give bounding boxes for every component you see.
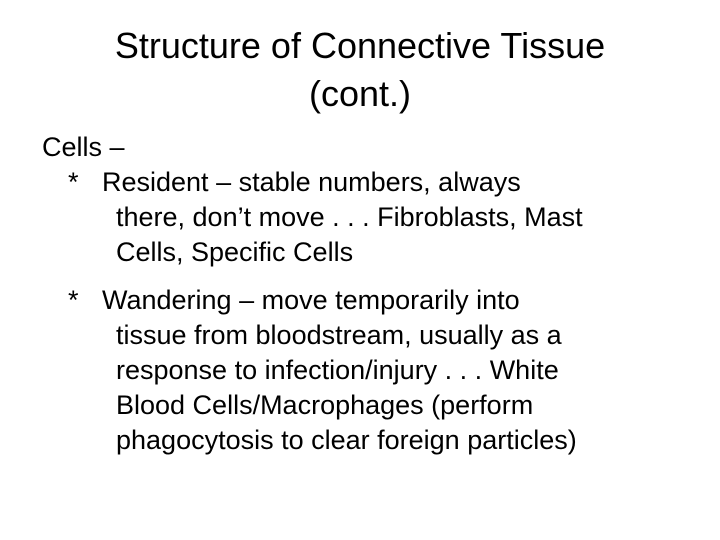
bullet-line: tissue from bloodstream, usually as a	[116, 320, 562, 350]
bullet-wandering	[0, 283, 720, 458]
bullet-line: Resident – stable numbers, always	[102, 167, 521, 197]
bullet-line: Cells, Specific Cells	[116, 237, 354, 267]
title-line-1: Structure of Connective Tissue	[114, 25, 606, 66]
bullet-resident	[0, 165, 720, 270]
title-line-2: (cont.)	[308, 73, 412, 114]
bullet-line: Blood Cells/Macrophages (perform	[116, 390, 534, 420]
slide-title	[40, 22, 680, 118]
bullet-line: phagocytosis to clear foreign particles)	[116, 425, 577, 455]
bullet-line: response to infection/injury . . . White	[116, 355, 559, 385]
bullet-marker: *	[68, 285, 79, 315]
bullet-line: Wandering – move temporarily into	[102, 285, 520, 315]
bullet-line: there, don’t move . . . Fibroblasts, Mast	[116, 202, 583, 232]
bullet-marker: *	[68, 167, 79, 197]
section-heading: Cells –	[42, 132, 125, 162]
